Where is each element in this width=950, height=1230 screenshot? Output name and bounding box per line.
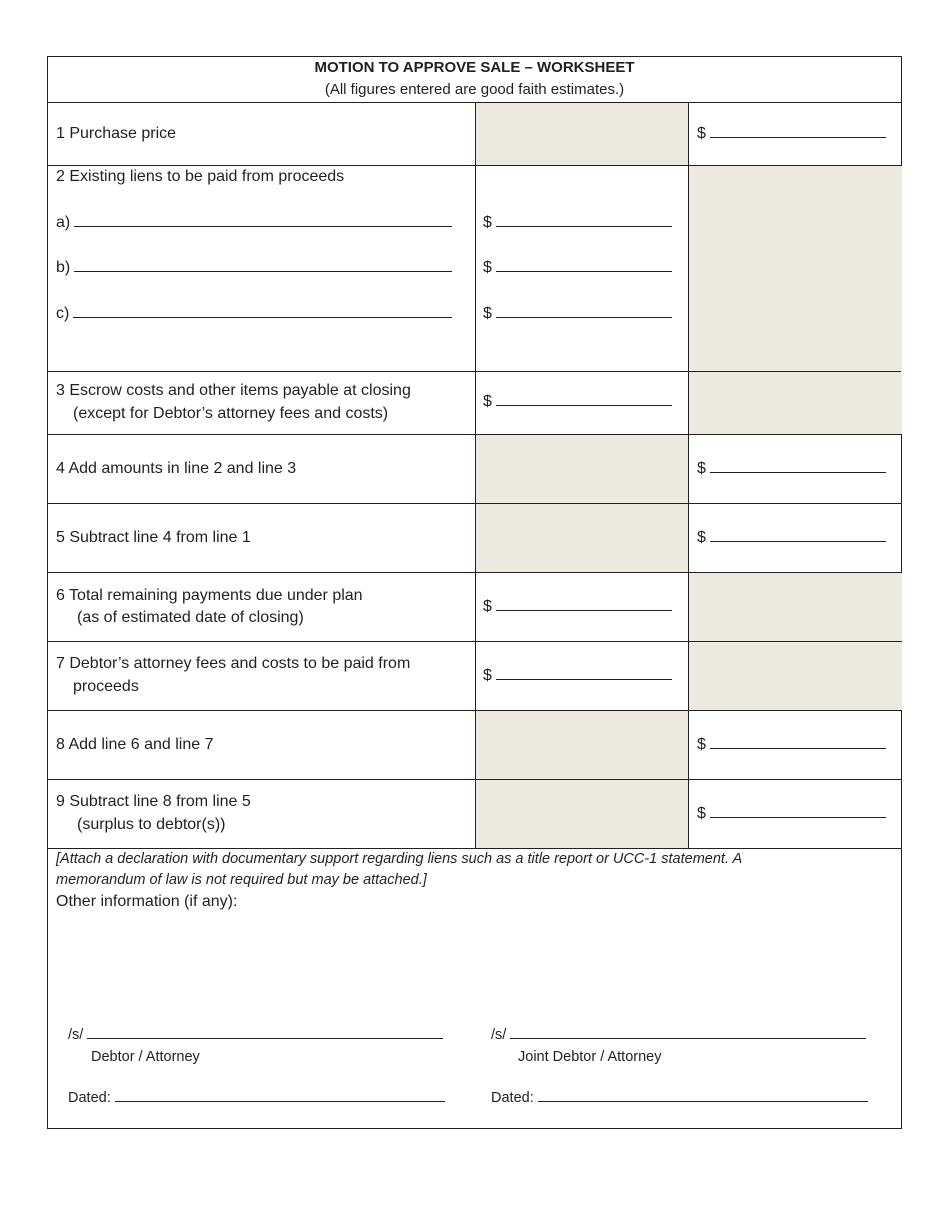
line-2b-field[interactable]: b) (56, 257, 452, 279)
line-6-amount-field[interactable] (483, 596, 672, 618)
other-information-area[interactable] (56, 917, 894, 1017)
dollar-sign: $ (483, 305, 492, 322)
line-1-total-field[interactable] (697, 123, 886, 145)
debtor-signature-field[interactable]: /s/ (68, 1025, 443, 1045)
dollar-sign: $ (483, 598, 492, 615)
worksheet-form (47, 56, 902, 1129)
line-9-sublabel: (surplus to debtor(s)) (77, 816, 226, 833)
shaded-cell (689, 642, 902, 710)
line-8-label: 8 Add line 6 and line 7 (56, 736, 214, 753)
attach-instruction-line-1: [Attach a declaration with documentary support regarding liens such as a title report or UCC-1 statement. A (56, 851, 743, 867)
shaded-cell (689, 573, 902, 641)
line-2b-amount-field[interactable] (483, 257, 672, 279)
dollar-sign: $ (697, 460, 706, 477)
line-2c-field[interactable]: c) (56, 303, 452, 325)
dollar-sign: $ (697, 736, 706, 753)
shaded-cell (476, 103, 689, 165)
line-3-label: 3 Escrow costs and other items payable at closing (56, 382, 411, 399)
other-information-label: Other information (if any): (56, 893, 238, 910)
line-6-label: 6 Total remaining payments due under plan (56, 587, 363, 604)
shaded-cell (476, 504, 689, 572)
line-7-sublabel: proceeds (73, 678, 139, 695)
line-7-label: 7 Debtor’s attorney fees and costs to be paid from (56, 655, 411, 672)
line-8-total-field[interactable] (697, 734, 886, 756)
debtor-date-field[interactable]: Dated: (68, 1088, 445, 1108)
dollar-sign: $ (697, 125, 706, 142)
line-1-label: 1 Purchase price (56, 125, 177, 142)
form-subtitle: (All figures entered are good faith estimates.) (324, 81, 625, 98)
line-9-label: 9 Subtract line 8 from line 5 (56, 793, 251, 810)
line-2c-amount-field[interactable] (483, 303, 672, 325)
joint-debtor-signature-label: Joint Debtor / Attorney (518, 1049, 662, 1065)
line-3-sublabel: (except for Debtor’s attorney fees and costs) (73, 405, 389, 422)
line-2-label: 2 Existing liens to be paid from proceeds (56, 168, 345, 185)
line-6-sublabel: (as of estimated date of closing) (77, 609, 304, 626)
joint-debtor-signature-field[interactable]: /s/ (491, 1025, 866, 1045)
line-2a-field[interactable]: a) (56, 212, 452, 234)
line-7-amount-field[interactable] (483, 665, 672, 687)
line-4-label: 4 Add amounts in line 2 and line 3 (56, 460, 297, 477)
line-5-label: 5 Subtract line 4 from line 1 (56, 529, 251, 546)
shaded-cell (689, 372, 902, 434)
shaded-cell (476, 435, 689, 503)
line-2a-amount-field[interactable] (483, 212, 672, 234)
column-divider (475, 102, 476, 849)
shaded-cell (476, 780, 689, 848)
shaded-cell (689, 166, 902, 372)
line-5-total-field[interactable] (697, 527, 886, 549)
debtor-signature-label: Debtor / Attorney (91, 1049, 200, 1065)
shaded-cell (476, 711, 689, 779)
column-divider (688, 102, 689, 849)
dollar-sign: $ (483, 259, 492, 276)
attach-instruction-line-2: memorandum of law is not required but may be attached.] (56, 872, 427, 888)
joint-debtor-date-field[interactable]: Dated: (491, 1088, 868, 1108)
form-title: MOTION TO APPROVE SALE – WORKSHEET (314, 59, 635, 76)
dollar-sign: $ (483, 393, 492, 410)
dollar-sign: $ (697, 529, 706, 546)
dollar-sign: $ (483, 667, 492, 684)
dollar-sign: $ (697, 805, 706, 822)
line-3-amount-field[interactable] (483, 391, 672, 413)
line-4-total-field[interactable] (697, 458, 886, 480)
line-9-total-field[interactable] (697, 803, 886, 825)
dollar-sign: $ (483, 214, 492, 231)
